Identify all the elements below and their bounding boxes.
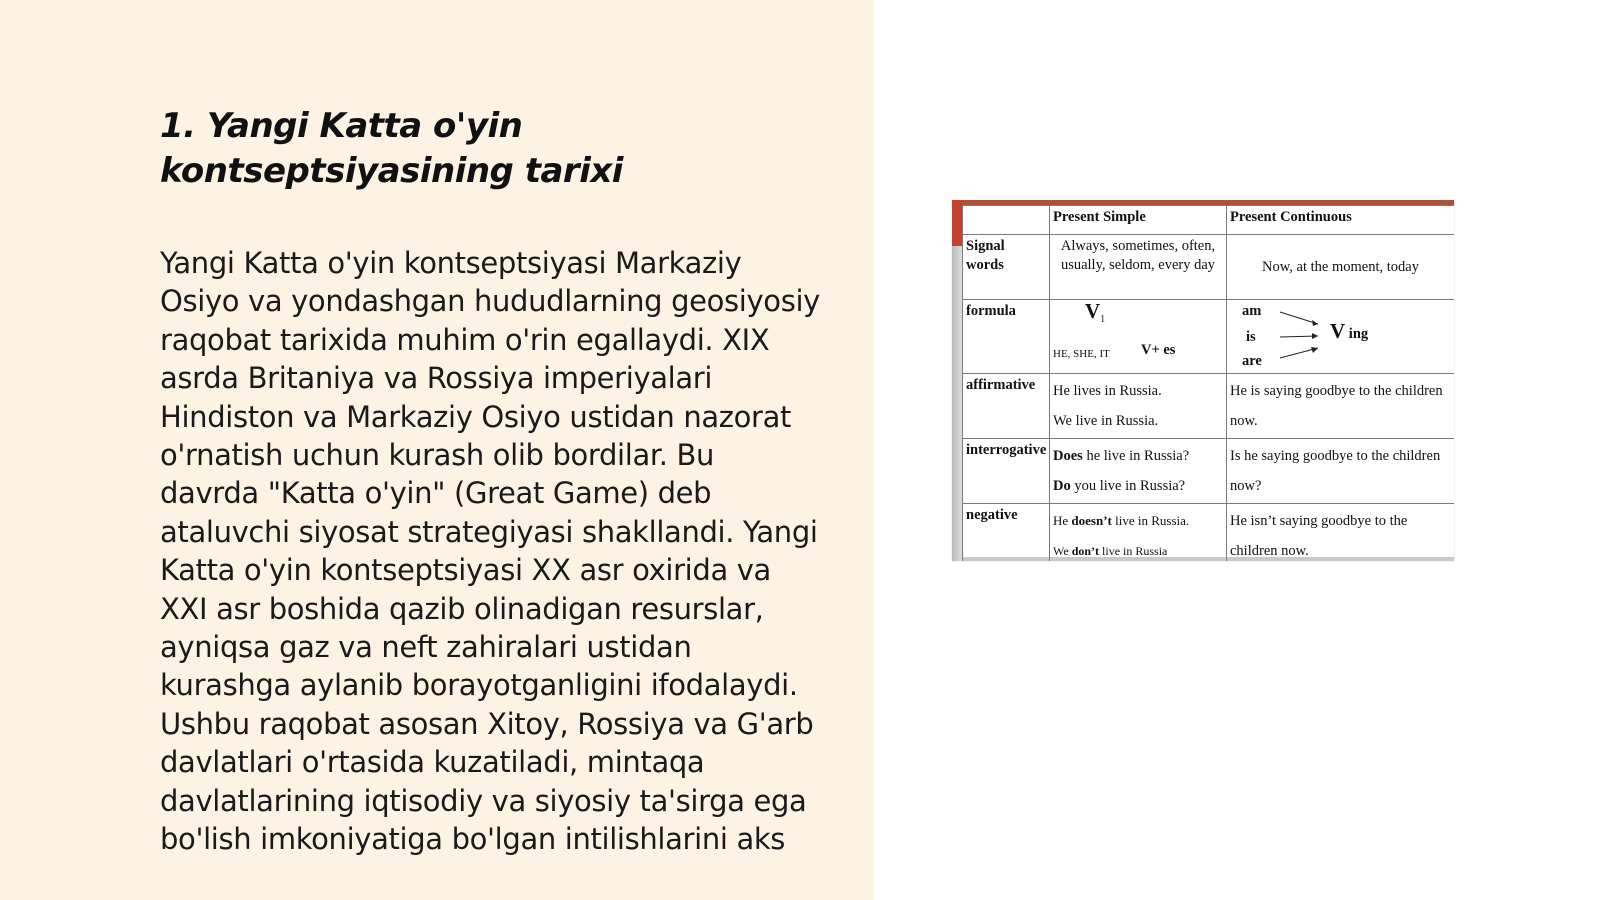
interrogative-continuous: Is he saying goodbye to the children now? — [1227, 439, 1455, 504]
negative-simple — [1050, 504, 1227, 562]
image-left-border — [952, 200, 962, 561]
affirmative-simple-line-1: He lives in Russia. — [1053, 383, 1162, 399]
header-empty-cell — [963, 206, 1050, 235]
interrogative-simple-line-2: Do you live in Russia? — [1053, 478, 1186, 494]
formula-am: am — [1242, 303, 1262, 319]
negative-continuous: He isn’t saying goodbye to the children now. — [1227, 504, 1455, 562]
formula-is: is — [1246, 329, 1256, 345]
header-present-simple: Present Simple — [1050, 206, 1227, 235]
interrogative-simple — [1050, 439, 1227, 504]
table-row-affirmative — [963, 374, 1455, 439]
affirmative-simple-line-2: We live in Russia. — [1053, 413, 1159, 429]
table-row-formula — [963, 300, 1455, 374]
signal-words-simple: Always, sometimes, often, usually, seldom, every day — [1050, 235, 1227, 300]
image-accent-mark — [952, 200, 962, 246]
formula-v-ing: V ing — [1330, 319, 1369, 343]
affirmative-continuous: He is saying goodbye to the children now. — [1227, 374, 1455, 439]
row-label-signal-words: Signal words — [963, 235, 1050, 300]
signal-words-continuous: Now, at the moment, today — [1227, 235, 1455, 300]
formula-v1: $V_1$ — [1085, 299, 1106, 325]
interrogative-simple-line-1: Does he live in Russia? — [1053, 448, 1190, 464]
grammar-table — [962, 205, 1454, 561]
header-present-continuous: Present Continuous — [1227, 206, 1455, 235]
row-label-negative: negative — [963, 504, 1050, 562]
row-label-formula: formula — [963, 300, 1050, 374]
grammar-table-image — [952, 200, 1454, 561]
table-row-signal-words — [963, 235, 1455, 300]
table-row-negative — [963, 504, 1455, 562]
negative-simple-line-2: We don’t live in Russia — [1053, 544, 1168, 558]
affirmative-simple — [1050, 374, 1227, 439]
slide-body-text: Yangi Katta o'yin kontseptsiyasi Markaziy Osiyo va yondashgan hududlarning geosiyosiy raqobat tarixida muhim o'rin egallaydi. XIX asrda Britaniya va Rossiya imperiyalari Hindiston va Markaziy Osiyo ustidan nazorat o'rnatish uchun kurash olib bordilar. Bu davrda "Katta o'yin" (Great Game) deb ataluvchi siyosat strategiyasi shakllandi. Yangi Katta o'yin kontseptsiyasi XX asr oxirida va XXI asr boshida qazib olinadigan resurslar, ayniqsa gaz va neft zahiralari ustidan kurashga aylanib borayotganligini ifodalaydi. Ushbu raqobat asosan Xitoy, Rossiya va G'arb davlatlari o'rtasida kuzatiladi, mintaqa davlatlarining iqtisodiy va siyosiy ta'sirga ega bo'lish imkoniyatiga bo'lgan intilishlarini aks — [160, 246, 820, 857]
formula-pronouns: HE, SHE, IT — [1053, 348, 1110, 360]
formula-continuous — [1227, 300, 1455, 374]
row-label-affirmative: affirmative — [963, 374, 1050, 439]
table-row-interrogative — [963, 439, 1455, 504]
table-header-row — [963, 206, 1455, 235]
formula-arrows — [1278, 306, 1328, 366]
formula-simple — [1050, 300, 1227, 374]
slide-title: 1. Yangi Katta o'yin kontseptsiyasining tarixi — [160, 106, 623, 191]
formula-are: are — [1242, 353, 1262, 369]
formula-v-es: V+ es — [1141, 342, 1176, 358]
row-label-interrogative: interrogative — [963, 439, 1050, 504]
negative-simple-line-1: He doesn’t live in Russia. — [1053, 513, 1190, 528]
